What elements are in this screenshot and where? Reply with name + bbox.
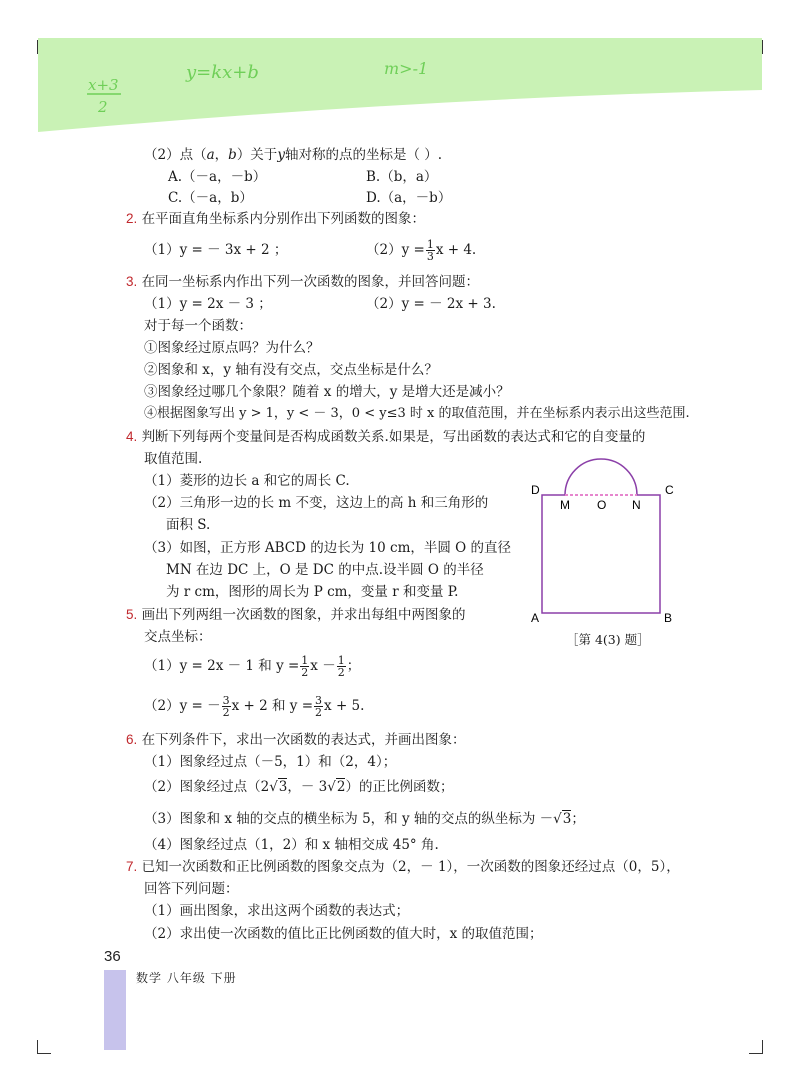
q5-stem: 5. 画出下列两组一次函数的图象，并求出每组中两图象的 <box>126 607 466 623</box>
sqrt-radicand: 3 <box>278 779 288 795</box>
q6-part-2: （2）图象经过点（2√3，－ 3√2）的正比例函数； <box>144 779 454 795</box>
q2-part-1: （1）y = － 3x + 2 ； <box>144 242 288 258</box>
fraction: $\frac{1}{2}$ <box>337 654 345 679</box>
crop-mark <box>37 1053 51 1054</box>
label-m: M <box>560 498 570 512</box>
label-b: B <box>664 611 673 625</box>
label-o: O <box>597 498 607 512</box>
fraction: $\frac{1}{2}$ <box>301 654 309 679</box>
header-deco-text: m>-1 <box>384 59 429 78</box>
square-abcd <box>542 495 660 613</box>
q3-sub-3: ③图象经过哪几个象限？随着 x 的增大，y 是增大还是减小？ <box>144 384 510 400</box>
q7-stem-cont: 回答下列问题： <box>144 881 239 897</box>
q6-part-4: （4）图象经过点（1，2）和 x 轴相交成 45° 角. <box>144 837 439 853</box>
question-number: 6. <box>126 732 138 747</box>
label-a: A <box>531 611 540 625</box>
sqrt-radicand: 3 <box>562 811 572 827</box>
q7-part-1: （1）画出图象，求出这两个函数的表达式； <box>144 903 410 919</box>
label-d: D <box>531 483 540 497</box>
q1-2-option-b: B.（b，a） <box>366 169 438 185</box>
question-number: 3. <box>126 274 138 289</box>
semicircle-o <box>565 459 637 495</box>
header-band-shape <box>38 38 762 132</box>
q3-sub-1: ①图象经过原点吗？为什么？ <box>144 340 320 356</box>
header-deco-text: x+3 <box>88 76 119 94</box>
crop-mark <box>37 1040 38 1054</box>
q1-2-option-d: D.（a，－b） <box>366 190 452 206</box>
square-semicircle-figure <box>520 445 690 630</box>
q6-part-3: （3）图象和 x 轴的交点的横坐标为 5，和 y 轴的交点的纵坐标为 －√3； <box>144 811 585 827</box>
question-number: 7. <box>126 859 138 874</box>
q4-stem: 4. 判断下列每两个变量间是否构成函数关系.如果是，写出函数的表达式和它的自变量的 <box>126 429 646 445</box>
q3-stem: 3. 在同一坐标系内作出下列一次函数的图象，并回答问题： <box>126 274 480 290</box>
header-deco-text: y=kx+b <box>186 62 259 83</box>
crop-mark <box>762 1040 763 1054</box>
q1-2-stem: （2）点（a，b）关于y轴对称的点的坐标是（ ）. <box>144 147 443 163</box>
q7-stem: 7. 已知一次函数和正比例函数的图象交点为（2，－ 1），一次函数的图象还经过点（0，5）， <box>126 859 680 875</box>
q3-sub-4: ④根据图象写出 y > 1，y < － 3，0 < y≤3 时 x 的取值范围，并在坐标系内表示出这些范围. <box>144 406 690 421</box>
q6-part-1: （1）图象经过点（－5，1）和（2，4）； <box>144 754 397 770</box>
q1-2-option-c: C.（－a，b） <box>168 190 253 206</box>
q4-part-3: （3）如图，正方形 ABCD 的边长为 10 cm，半圆 O 的直径 <box>144 540 512 556</box>
fraction: $\frac{3}{2}$ <box>222 694 230 719</box>
q3-intro: 对于每一个函数： <box>144 318 252 334</box>
q3-part-2: （2）y = － 2x + 3. <box>366 296 496 312</box>
fraction: $\frac{1}{3}$ <box>426 238 434 263</box>
q5-part-1: （1）y = 2x － 1 和 y = $\frac{1}{2}$ x － $\frac{1}{2}$ ； <box>144 654 361 679</box>
header-deco-text: 2 <box>98 98 108 116</box>
q3-sub-2: ②图象和 x，y 轴有没有交点，交点坐标是什么？ <box>144 362 438 378</box>
q4-stem-cont: 取值范围. <box>144 451 203 467</box>
question-number: 5. <box>126 607 138 622</box>
q1-2-option-a: A.（－a，－b） <box>168 169 267 185</box>
q4-part-2-cont: 面积 S. <box>166 517 211 533</box>
question-number: 4. <box>126 429 138 444</box>
header-band <box>0 0 800 150</box>
book-title: 数学 八年级 下册 <box>136 971 237 985</box>
q4-part-1: （1）菱形的边长 a 和它的周长 C. <box>144 473 350 489</box>
sqrt-radicand: 2 <box>336 779 346 795</box>
page-tab-lower <box>104 970 126 1050</box>
q2-part-2: （2）y = $\frac{1}{3}$ x + 4. <box>366 238 477 263</box>
label-c: C <box>665 483 674 497</box>
q5-stem-cont: 交点坐标： <box>144 629 212 645</box>
q6-stem: 6. 在下列条件下，求出一次函数的表达式，并画出图象： <box>126 732 466 748</box>
fraction: $\frac{3}{2}$ <box>315 694 323 719</box>
q5-part-2: （2）y = － $\frac{3}{2}$ x + 2 和 y = $\frac{3}{2}$ x + 5. <box>144 694 365 719</box>
question-number: 2. <box>126 211 138 226</box>
figure-caption: ［第 4(3) 题］ <box>566 632 650 647</box>
crop-mark <box>749 1053 763 1054</box>
q4-part-3-cont: 为 r cm，图形的周长为 P cm，变量 r 和变量 P. <box>166 584 459 600</box>
q3-part-1: （1）y = 2x － 3 ； <box>144 296 272 312</box>
q4-part-3-cont: MN 在边 DC 上，O 是 DC 的中点.设半圆 O 的半径 <box>166 562 484 578</box>
q4-part-2: （2）三角形一边的长 m 不变，这边上的高 h 和三角形的 <box>144 495 489 511</box>
page-number: 36 <box>104 948 121 965</box>
label-n: N <box>632 498 641 512</box>
q7-part-2: （2）求出使一次函数的值比正比例函数的值大时，x 的取值范围； <box>144 926 543 942</box>
q2-stem: 2. 在平面直角坐标系内分别作出下列函数的图象： <box>126 211 426 227</box>
